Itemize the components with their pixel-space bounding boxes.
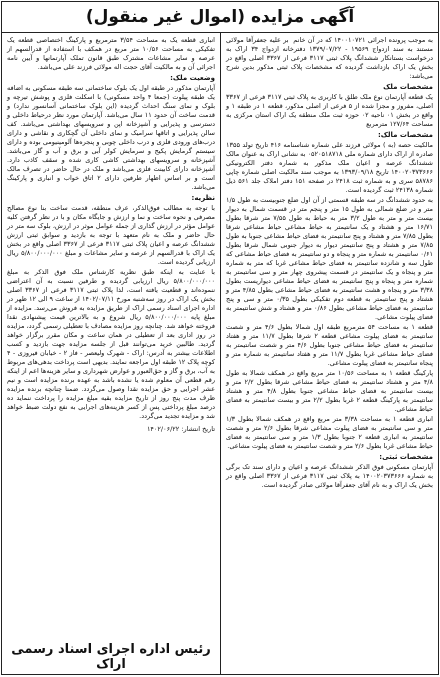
left-column (2, 33, 220, 674)
property-status-heading: وضعیت ملک: (170, 74, 215, 82)
registration-paragraph: آپارتمان مسکونی فوق الذکر ششدانگ عرصه و اعیان و دارای سند تک برگی به شماره ۱۴۰۰۲۰۳۷۳۶۶۶ به پلاک ثبتی ۳۱۱۷ فرعی از ۳۳۶۷ اصلی واقع در بخش یک اراک و به نام آقای جعفرآقا مولائی صادر گردیده است. (226, 463, 434, 489)
auction-terms-paragraph: با عنایت به اینکه طبق نظریه کارشناس ملک فوق الذکر به مبلغ ۵/۸۰۰/۰۰۰/۰۰۰ ریال ارزیابی گردیده و طرفین نسبت به آن اعتراضی ننموده‌اند و قطعیت یافته است، لذا پلاک ثبتی ۳۱۱۷ فرعی از ۳۳۶۷ اصلی بخش یک اراک در روز سه‌شنبه مورخ ۱۴۰۲/۰۷/۱۱ از ساعت ۹ الی ۱۲ ظهر در اداره اجرای اسناد رسمی اراک از طریق مزایده به فروش می‌رسد. مزایده از مبلغ پایه ۵/۸۰۰/۰۰۰/۰۰۰ ریال شروع و به بالاترین قیمت پیشنهادی نقدا فروخته خواهد شد. چنانچه روز مزایده مصادف با تعطیلی رسمی گردد، مزایده در روز اداری بعد از تعطیلی در همان ساعت و مکان مقرر برگزار خواهد گردید. طالبین خرید می‌توانند قبل از جلسه مزایده جهت بازدید و کسب اطلاعات بیشتر به آدرس: اراک - شهرک ولیعصر - فاز ۲ - خیابان فیروزی - ۴ کوچه پلاک ۱۲ طبقه اول مراجعه نمایند. بدیهی است پرداخت بدهی‌های مربوط به آب، برق و گاز و حق‌العبور و عوارض شهرداری و سایر هزینه‌ها اعم از اینکه رقم قطعی آن معلوم شده یا نشده باشد به عهده برنده مزایده است و نیم عشر اجرایی و حق مزایده نقدا وصول می‌گردد. ضمنا چنانچه برنده مزایده ظرف مدت پنج روز از تاریخ مزایده بقیه مبلغ مزایده را پرداخت ننماید ده درصد مبلغ پرداختی پس از کسر هزینه‌های اجرایی به نفع دولت ضبط خواهد شد و مزایده تجدید می‌گردد. (7, 268, 216, 420)
unit-boundaries-paragraph: قطعه ۱ به مساحت ۵۴ مترمربع طبقه اول شمالا بطول ۴/۶ متر و شصت سانتیمتر به فضای پیلوت مشاعی قطعه ۲ شرقا بطول ۱۱/۷ متر و هفتاد سانتیمتر به فضای حیاط مشاعی جنوبا بطول ۴/۶ متر و شصت سانتیمتر به فضای حیاط مشاعی غربا بطول ۱۱/۷ متر و هفتاد سانتیمتر به شماره متر و پنجاه سانتیمتر به فضای پیلوت مشاعی. (226, 323, 434, 367)
boundaries-paragraph: به حدود ششدانگ در سه طبقه قسمتی از آن اول ضلع جنوبیست به طول ۱/۵ متر و در ضلع شمالی به طول ۱۵ متر و پنجم متر در قسمت شمال به دیوار بیست متر و متر به طول ۳/۲ متر به حیاط به طول ۷/۵۵ متر شرقا بطول ۱۶/۷۱ متر و هشتاد و یک سانتیمتر به حیاط مشاعی حیاط مشاعی شرقا بطول ۷/۸۵ متر و هشتاد و پنج سانتیمتر به فضای حیاط مشاعی جنوبا به طول ۷/۸۵ متر و هشتاد و پنج سانتیمتر دیوار به دیوار جنوبی شمال شرقا بطول ۰/۶۱ سانتیمتر به شماره متر و پنجاه و دو سانتیمتر به فضای حیاط مشاعی که طول سه و شانزده سانتیمتر به فضای حیاط مشاعی غربا که متر به شماره متر و پنجاه و یک سانتیمتر در قسمت پیشروی چهار متر و سی سانتیمتر به شماره متر و پنجاه و پنج سانتیمتر به فضای حیاط مشاعی دیواریست بطول ۳/۳۸ متر و پنجاه و هشت سانتیمتر به فضای حیاط مشاعی بطول ۴/۸۵ متر و هشتاد و پنج سانتیمتر به قطعه دوم تفکیکی بطول ۰/۳۵ متر و سی و پنج سانتیمتر به فضای حیاط مشاعی بطول ۰/۸۶ متر و هشتاد و شش سانتیمتر به فضای پیلوت مشاعی. (226, 196, 433, 321)
auction-notice (1, 1, 439, 675)
property-specs-heading: مشخصات ملک (383, 83, 433, 91)
owner-specs-paragraph: مالکیت حصه (به ) مولائی فرزند علی شماره شناسنامه ۴۱۶ تاریخ تولد ۱۳۵۵ صادره از اراک دارای شماره ملی ۰۵۲۰۵۱۸۷۱۸ به نشانی اراک به عنوان مالک ششدانگ عرصه و اعیان ملک مذکور به شماره دفتر الکترونیکی ۱۴۰۰۲۰۳۷۳۶۶۶ تاریخ ۱۳۹۳/۰۹/۱۸ به موجب سند مالکیت اصلی شماره چاپی ۵۸۷۸۶ سری و به شماره ثبت ۲۴۱۸ در صفحه ۱۵۱ دفتر املاک جلد ۵۶۱ ذیل شماره ۲۴۱۳۸ ثبت گردیده است. (226, 141, 433, 194)
parking-paragraph: پارکینگ قطعه ۱ به مساحت ۱۰/۵۶ متر مربع واقع در همکف شمالا به طول ۴/۸ متر و هشتاد سانتیمتر به فضای حیاط مشاعی شرقا بطول ۲/۲ متر و بیست سانتیمتر به فضای حیاط مشاعی جنوبا بطول ۴/۸ متر و هشتاد سانتیمتر به پارکینگ قطعه ۲ غربا بطول ۲/۲ متر و بیست سانتیمتر به فضای حیاط مشاعی. (226, 369, 434, 413)
property-status-paragraph: آپارتمان مذکور در طبقه اول یک بلوک ساختمانی سه طبقه مسکونی به اضافه یک طبقه پیلوت (جمعا ۴ واحد مسکونی) با اسکلت فلزی و پوشش تیرچه و بلوک و نمای سنگ احداث گردیده (این بلوک ساختمانی آسانسور ندارد) و قدمت ساخت آن حدود ۱۱ سال می‌باشد. آپارتمان مورد نظر درحیاط داخلی و دسترسی و پذیرایی و آشپزخانه اپن و سرویسهای بهداشتی می‌باشد. کف سالن پذیرایی و اتاقها سرامیک و نمای داخلی آن گچکاری و نقاشی و دارای درب‌های ورودی فلزی و درب داخلی چوبی و پنجره‌ها آلومینیومی بوده و دارای سیستم گرمایش پکیج و سرمایش کولر آبی و برق و آب و گاز می‌باشد. آشپزخانه و سرویسهای بهداشتی کاشی کاری شده و سقف کاذب دارد. آشپزخانه دارای کابینت فلزی می‌باشد و ملک در حال حاضر در تصرف مالک است و بر اساس اظهار طرفین دارای ۲ اتاق خواب و انباری و پارکینگ می‌باشد. (7, 84, 215, 191)
notice-body (2, 33, 438, 674)
owner-specs-heading: مشخصات مالک: (377, 131, 433, 139)
publish-date: تاریخ انتشار: ۱۴۰۲/۰۶/۲۲ (146, 425, 215, 433)
property-specs-paragraph: یک قطعه آپارتمان نوع ملک طلق با کاربری به پلاک ثبتی ۳۱۱۷ فرعی از ۳۳۶۷ اصلی، مفروز و مجزا شده از ۵ فرعی از اصلی مذکور، قطعه ۱ در طبقه ۱ و واقع در بخش ۰۱ ناحیه ۰۲ حوزه ثبت ملک منطقه یک اراک استان مرکزی به مساحت ۱۲۷/۶۴ مترمربع (226, 93, 433, 128)
notice-title: آگهی مزایده (اموال غیر منقول) (85, 7, 355, 27)
storage-paragraph: انباری قطعه ۱ به مساحت ۳/۳۸ متر مربع واقع در همکف شمالا بطول ۱/۳ متر و سی سانتیمتر به فضای پیلوت مشاعی شرقا بطول ۲/۶ متر و شصت سانتیمتر به انباری قطعه ۲ جنوبا بطول ۱/۳ متر و سی سانتیمتر به فضای حیاط مشاعی غربا بطول ۲/۶ متر و شصت سانتیمتر به فضای پیلوت مشاعی. (226, 415, 433, 450)
intro-paragraph: به موجب پرونده اجرائی ۱۴۰۰۱۰۷۲۱ که در آن خانم ‌ بر علیه جعفرآقا مولائی مستند به سند ازدواج ۱۹۵۶۹ - ۱۳۷۹/۰۷/۲۲ دفترخانه ازدواج ۳۴ اراک به درخواست بستانکار ششدانگ پلاک ثبتی ۳۱۱۷ فرعی از ۳۳۶۷ اصلی واقع در بخش یک اراک بازداشت گردیده که مشخصات پلاک ثبتی مذکور بدین شرح می‌باشد: (226, 36, 434, 80)
opinion-heading: نظریه: (191, 194, 215, 202)
storage-parking-paragraph: انباری قطعه یک به مساحت ۳/۵۴ مترمربع و پارکینگ اختصاصی قطعه یک تفکیکی به مساحت ۱۰/۵۶ متر مربع در همکف با استفاده از قدرالسهم از عرصه و سایر مشاعات مشترک طبق قانون تملک آپارتمانها و آیین نامه اجرائی آن و به مالکیت آقای حجت اله مولائی فرزند علی می‌باشد. (7, 36, 215, 71)
registration-heading: مشخصات ثبتی: (379, 453, 433, 461)
right-column (220, 33, 438, 674)
notice-header (2, 2, 438, 33)
signature-line: رئیس اداره اجرای اسناد رسمی اراک (11, 642, 211, 672)
opinion-paragraph: با توجه به مطالب فوق‌الذکر، عرف منطقه، قدمت ساخت بنا نوع مصالح مصرفی و نحوه ساخت و نما و ارزش و جایگاه مکان و با در نظر گرفتن کلیه عوامل مؤثر در ارزش گذاری از جمله عوامل موثر در ارزش، بلوک سه متر در حال حاضر و ملک به نام متعهد با توجه به بازدید و سوابق ثبتی ارزش ششدانگ عرصه و اعیان پلاک ثبتی ۳۱۱۷ فرعی از ۳۳۶۷ اصلی واقع در بخش یک اراک با قدرالسهم از عرصه و سایر مشاعات و مبلغ ۵/۸۰۰/۰۰۰/۰۰۰ ریال ارزیابی گردیده است. (7, 204, 215, 266)
